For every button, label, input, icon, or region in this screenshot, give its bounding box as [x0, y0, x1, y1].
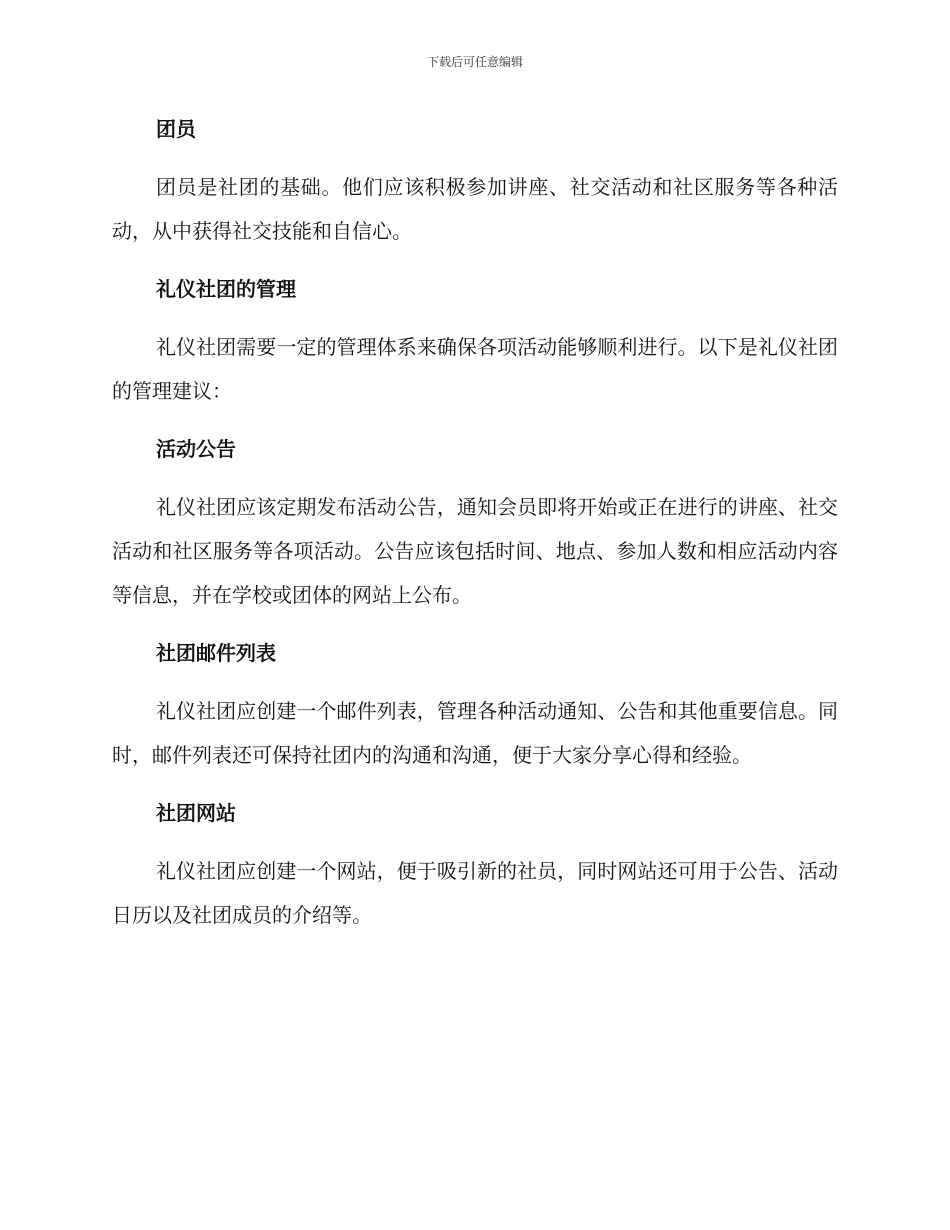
section-heading-management: 礼仪社团的管理	[156, 277, 296, 301]
section-heading-website: 社团网站	[156, 801, 236, 825]
section-heading-mailing-list: 社团邮件列表	[156, 641, 276, 665]
section-text-members: 团员是社团的基础。他们应该积极参加讲座、社交活动和社区服务等各种活动，从中获得社交技能和自信心。	[112, 175, 838, 243]
section-text-website: 礼仪社团应创建一个网站，便于吸引新的社员，同时网站还可用于公告、活动日历以及社团成员的介绍等。	[112, 859, 838, 927]
page-header-note: 下载后可任意编辑	[426, 55, 523, 69]
document-body	[112, 107, 838, 951]
section-text-announcements: 礼仪社团应该定期发布活动公告，通知会员即将开始或正在进行的讲座、社交活动和社区服务等各项活动。公告应该包括时间、地点、参加人数和相应活动内容等信息，并在学校或团体的网站上公布。	[112, 495, 838, 607]
section-text-management: 礼仪社团需要一定的管理体系来确保各项活动能够顺利进行。以下是礼仪社团的管理建议：	[112, 335, 838, 403]
section-text-mailing-list: 礼仪社团应创建一个邮件列表，管理各种活动通知、公告和其他重要信息。同时，邮件列表还可保持社团内的沟通和沟通，便于大家分享心得和经验。	[112, 699, 838, 767]
section-heading-members: 团员	[156, 117, 196, 141]
section-heading-announcements: 活动公告	[156, 437, 236, 461]
